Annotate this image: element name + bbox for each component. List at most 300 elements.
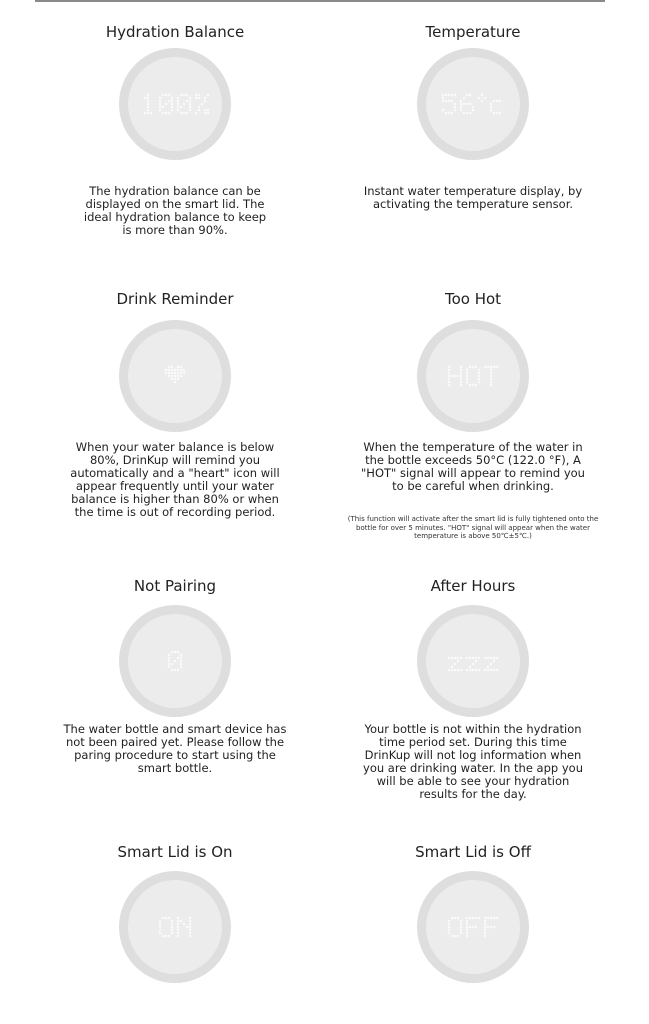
display-dot: [174, 369, 177, 372]
display-dot: [493, 112, 496, 115]
display-dot: [496, 657, 499, 660]
display-dot: [448, 369, 451, 372]
display-dot: [478, 97, 481, 100]
display-dot: [490, 103, 493, 106]
display-dot: [472, 669, 475, 672]
feature-title: Too Hot: [444, 290, 502, 308]
display-dot: [487, 666, 490, 669]
display-dot: [490, 369, 493, 372]
display-dot: [490, 384, 493, 387]
display-dot: [451, 917, 454, 920]
display-dot: [484, 932, 487, 935]
display-dot: [448, 932, 451, 935]
smart-lid-display: [417, 605, 529, 717]
display-dot: [493, 660, 496, 663]
feature-title: Hydration Balance: [105, 23, 245, 41]
display-dot: [448, 657, 451, 660]
display-dot: [466, 926, 469, 929]
display-dot: [490, 378, 493, 381]
display-dot: [198, 97, 201, 100]
display-dot: [165, 935, 168, 938]
display-dot: [448, 112, 451, 115]
display-dot: [475, 917, 478, 920]
display-dot: [478, 378, 481, 381]
display-dot: [475, 926, 478, 929]
display-dot: [481, 94, 484, 97]
display-dot: [174, 669, 177, 672]
display-dot: [448, 372, 451, 375]
display-dot: [171, 669, 174, 672]
display-dot: [457, 935, 460, 938]
display-dot: [475, 660, 478, 663]
display-dot: [189, 917, 192, 920]
display-dot: [177, 106, 180, 109]
display-dot: [144, 97, 147, 100]
display-dot: [466, 94, 469, 97]
display-dot: [451, 100, 454, 103]
display-dot: [159, 932, 162, 935]
display-dot: [472, 384, 475, 387]
display-dot: [448, 381, 451, 384]
smart-lid-display: [119, 605, 231, 717]
display-dot: [484, 657, 487, 660]
display-dot: [451, 375, 454, 378]
not-pairing-icon: [128, 614, 222, 708]
display-dot: [466, 932, 469, 935]
display-dot: [174, 378, 177, 381]
display-dot: [487, 669, 490, 672]
display-dot: [454, 935, 457, 938]
display-dot: [180, 375, 183, 378]
display-dot: [493, 669, 496, 672]
display-dot: [490, 366, 493, 369]
smart-lid-display: [119, 871, 231, 983]
display-dot: [189, 920, 192, 923]
display-dot: [207, 109, 210, 112]
display-dot: [189, 103, 192, 106]
display-dot: [177, 372, 180, 375]
display-dot: [457, 657, 460, 660]
temperature-display-icon: [426, 57, 520, 151]
display-dot: [177, 378, 180, 381]
feature-title: Temperature: [425, 23, 521, 41]
display-dot: [177, 100, 180, 103]
display-dot: [481, 100, 484, 103]
display-dot: [466, 917, 469, 920]
display-dot: [171, 932, 174, 935]
display-dot: [162, 94, 165, 97]
display-dot: [487, 917, 490, 920]
display-dot: [147, 112, 150, 115]
display-dot: [469, 384, 472, 387]
display-dot: [490, 917, 493, 920]
display-dot: [484, 935, 487, 938]
feature-description: Your bottle is not within the hydration time period set. During this time DrinKup will not log information when you are drinking water. In the app you will be able to see your hydration results for the day.: [363, 722, 583, 801]
display-dot: [466, 923, 469, 926]
display-dot: [159, 100, 162, 103]
display-dot: [177, 651, 180, 654]
display-dot: [189, 923, 192, 926]
display-dot: [174, 381, 177, 384]
display-dot: [448, 100, 451, 103]
hot-display-icon: [426, 329, 520, 423]
display-dot: [451, 935, 454, 938]
display-dot: [168, 94, 171, 97]
display-dot: [198, 109, 201, 112]
display-dot: [168, 112, 171, 115]
on-display-icon: [128, 880, 222, 974]
display-dot: [171, 100, 174, 103]
display-dot: [177, 97, 180, 100]
display-dot: [162, 112, 165, 115]
display-dot: [484, 926, 487, 929]
display-dot: [177, 923, 180, 926]
display-dot: [469, 103, 472, 106]
display-dot: [171, 663, 174, 666]
display-dot: [165, 112, 168, 115]
display-dot: [165, 917, 168, 920]
display-dot: [469, 94, 472, 97]
display-dot: [484, 920, 487, 923]
display-dot: [460, 375, 463, 378]
display-dot: [472, 663, 475, 666]
display-dot: [454, 917, 457, 920]
display-dot: [484, 97, 487, 100]
display-dot: [180, 654, 183, 657]
display-dot: [174, 372, 177, 375]
display-dot: [171, 929, 174, 932]
display-dot: [493, 100, 496, 103]
display-dot: [183, 112, 186, 115]
display-dot: [472, 917, 475, 920]
display-dot: [186, 926, 189, 929]
display-dot: [168, 663, 171, 666]
display-dot: [174, 375, 177, 378]
display-dot: [460, 109, 463, 112]
display-dot: [448, 94, 451, 97]
display-dot: [448, 375, 451, 378]
display-dot: [478, 917, 481, 920]
display-dot: [171, 378, 174, 381]
display-dot: [460, 920, 463, 923]
display-dot: [457, 660, 460, 663]
display-dot: [147, 106, 150, 109]
display-dot: [460, 926, 463, 929]
display-dot: [189, 100, 192, 103]
display-dot: [159, 920, 162, 923]
percent-display-icon: [128, 57, 222, 151]
feature-description: Instant water temperature display, by activating the temperature sensor.: [363, 184, 583, 211]
display-dot: [466, 935, 469, 938]
display-dot: [177, 926, 180, 929]
display-dot: [147, 97, 150, 100]
display-dot: [469, 366, 472, 369]
display-dot: [490, 106, 493, 109]
display-dot: [177, 366, 180, 369]
display-dot: [496, 112, 499, 115]
display-dot: [189, 935, 192, 938]
display-dot: [454, 657, 457, 660]
smart-lid-display: [119, 320, 231, 432]
display-dot: [451, 94, 454, 97]
display-dot: [460, 384, 463, 387]
display-dot: [183, 369, 186, 372]
display-dot: [490, 375, 493, 378]
display-dot: [165, 369, 168, 372]
display-dot: [460, 100, 463, 103]
display-dot: [180, 657, 183, 660]
display-dot: [493, 926, 496, 929]
display-dot: [454, 109, 457, 112]
feature-title: After Hours: [430, 577, 516, 595]
display-dot: [186, 94, 189, 97]
display-dot: [168, 660, 171, 663]
display-dot: [490, 109, 493, 112]
display-dot: [180, 920, 183, 923]
display-dot: [168, 654, 171, 657]
display-dot: [174, 660, 177, 663]
display-dot: [144, 112, 147, 115]
display-dot: [448, 378, 451, 381]
feature-description: When the temperature of the water in the bottle exceeds 50°C (122.0 °F), A "HOT" signal will appear to remind you to be careful when drinking.: [361, 440, 585, 493]
feature-after-hours: [343, 577, 603, 801]
display-dot: [472, 926, 475, 929]
display-dot: [189, 929, 192, 932]
display-dot: [159, 106, 162, 109]
display-dot: [448, 384, 451, 387]
display-dot: [484, 929, 487, 932]
display-dot: [484, 923, 487, 926]
display-dot: [490, 663, 493, 666]
feature-hydration-balance: [45, 23, 305, 237]
display-dot: [177, 657, 180, 660]
display-dot: [460, 103, 463, 106]
display-dot: [448, 366, 451, 369]
display-dot: [460, 372, 463, 375]
display-dot: [180, 372, 183, 375]
display-dot: [460, 932, 463, 935]
display-dot: [183, 103, 186, 106]
display-dot: [475, 669, 478, 672]
display-dot: [189, 106, 192, 109]
display-dot: [147, 100, 150, 103]
feature-description: The hydration balance can be displayed on the smart lid. The ideal hydration balance to keep is more than 90%.: [83, 184, 267, 237]
feature-not-pairing: [45, 577, 305, 775]
display-dot: [466, 378, 469, 381]
smart-lid-display: [417, 320, 529, 432]
display-dot: [162, 917, 165, 920]
display-dot: [186, 100, 189, 103]
display-dot: [460, 378, 463, 381]
display-dot: [466, 375, 469, 378]
display-dot: [177, 932, 180, 935]
display-dot: [448, 926, 451, 929]
display-dot: [445, 100, 448, 103]
display-dot: [487, 366, 490, 369]
display-dot: [493, 917, 496, 920]
display-dot: [478, 657, 481, 660]
display-dot: [159, 926, 162, 929]
display-dot: [442, 100, 445, 103]
display-dot: [460, 657, 463, 660]
feature-smart-lid-off: [343, 843, 603, 861]
display-dot: [189, 926, 192, 929]
display-dot: [180, 663, 183, 666]
feature-note: (This function will activate after the smart lid is fully tightened onto the bottle for over 5 minutes. "HOT" signal will appear when the water temperature is above 50℃±5℃.): [347, 515, 599, 540]
display-dot: [460, 369, 463, 372]
display-dot: [171, 372, 174, 375]
display-dot: [499, 100, 502, 103]
display-dot: [171, 106, 174, 109]
top-divider: [35, 0, 605, 2]
feature-smart-lid-on: [45, 843, 305, 861]
feature-too-hot: [343, 290, 603, 540]
display-dot: [159, 109, 162, 112]
display-dot: [147, 103, 150, 106]
display-dot: [180, 660, 183, 663]
display-dot: [207, 112, 210, 115]
sleep-zzz-icon: [426, 614, 520, 708]
display-dot: [463, 112, 466, 115]
display-dot: [442, 97, 445, 100]
display-dot: [168, 100, 171, 103]
display-dot: [472, 109, 475, 112]
display-dot: [165, 103, 168, 106]
display-dot: [195, 97, 198, 100]
display-dot: [174, 651, 177, 654]
display-dot: [475, 384, 478, 387]
display-dot: [457, 917, 460, 920]
display-dot: [490, 381, 493, 384]
display-dot: [463, 97, 466, 100]
display-dot: [162, 106, 165, 109]
display-dot: [177, 669, 180, 672]
display-dot: [445, 94, 448, 97]
display-dot: [183, 372, 186, 375]
display-dot: [204, 100, 207, 103]
display-dot: [183, 923, 186, 926]
display-dot: [469, 917, 472, 920]
display-dot: [484, 366, 487, 369]
feature-temperature: [343, 23, 603, 211]
display-dot: [451, 669, 454, 672]
display-dot: [469, 112, 472, 115]
display-dot: [466, 369, 469, 372]
display-dot: [454, 103, 457, 106]
display-dot: [195, 94, 198, 97]
display-dot: [469, 666, 472, 669]
display-dot: [168, 666, 171, 669]
display-dot: [180, 666, 183, 669]
display-dot: [171, 926, 174, 929]
display-dot: [189, 932, 192, 935]
feature-drink-reminder: [45, 290, 305, 519]
display-dot: [189, 109, 192, 112]
display-dot: [472, 366, 475, 369]
display-dot: [168, 372, 171, 375]
display-dot: [448, 669, 451, 672]
display-dot: [490, 657, 493, 660]
display-dot: [171, 375, 174, 378]
display-dot: [165, 372, 168, 375]
display-dot: [147, 94, 150, 97]
display-dot: [478, 381, 481, 384]
display-dot: [159, 103, 162, 106]
display-dot: [496, 669, 499, 672]
display-dot: [454, 94, 457, 97]
display-dot: [448, 920, 451, 923]
display-dot: [207, 94, 210, 97]
display-dot: [189, 97, 192, 100]
display-dot: [460, 106, 463, 109]
display-dot: [186, 112, 189, 115]
display-dot: [493, 366, 496, 369]
display-dot: [496, 917, 499, 920]
display-dot: [460, 366, 463, 369]
display-dot: [484, 917, 487, 920]
display-dot: [496, 366, 499, 369]
display-dot: [168, 375, 171, 378]
display-dot: [460, 929, 463, 932]
display-dot: [183, 94, 186, 97]
display-dot: [177, 935, 180, 938]
display-dot: [466, 657, 469, 660]
display-dot: [150, 112, 153, 115]
display-dot: [469, 669, 472, 672]
display-dot: [171, 651, 174, 654]
display-dot: [177, 917, 180, 920]
display-dot: [168, 366, 171, 369]
feature-title: Smart Lid is On: [117, 843, 233, 861]
smart-lid-display: [417, 48, 529, 160]
display-dot: [180, 369, 183, 372]
display-dot: [168, 657, 171, 660]
display-dot: [490, 372, 493, 375]
display-dot: [493, 657, 496, 660]
display-dot: [466, 381, 469, 384]
display-dot: [442, 94, 445, 97]
feature-title: Smart Lid is Off: [415, 843, 531, 861]
display-dot: [177, 103, 180, 106]
display-dot: [457, 669, 460, 672]
display-dot: [469, 657, 472, 660]
display-dot: [171, 923, 174, 926]
display-dot: [490, 926, 493, 929]
display-dot: [475, 366, 478, 369]
display-dot: [177, 929, 180, 932]
display-dot: [448, 929, 451, 932]
display-dot: [177, 109, 180, 112]
display-dot: [466, 669, 469, 672]
display-dot: [165, 94, 168, 97]
smart-lid-display: [417, 871, 529, 983]
display-dot: [162, 935, 165, 938]
display-dot: [445, 112, 448, 115]
display-dot: [177, 375, 180, 378]
display-dot: [466, 920, 469, 923]
display-dot: [171, 366, 174, 369]
display-dot: [198, 106, 201, 109]
display-dot: [198, 94, 201, 97]
display-dot: [451, 112, 454, 115]
display-dot: [159, 929, 162, 932]
off-display-icon: [426, 880, 520, 974]
display-dot: [195, 112, 198, 115]
display-dot: [472, 657, 475, 660]
display-dot: [171, 97, 174, 100]
display-dot: [475, 657, 478, 660]
display-dot: [460, 923, 463, 926]
